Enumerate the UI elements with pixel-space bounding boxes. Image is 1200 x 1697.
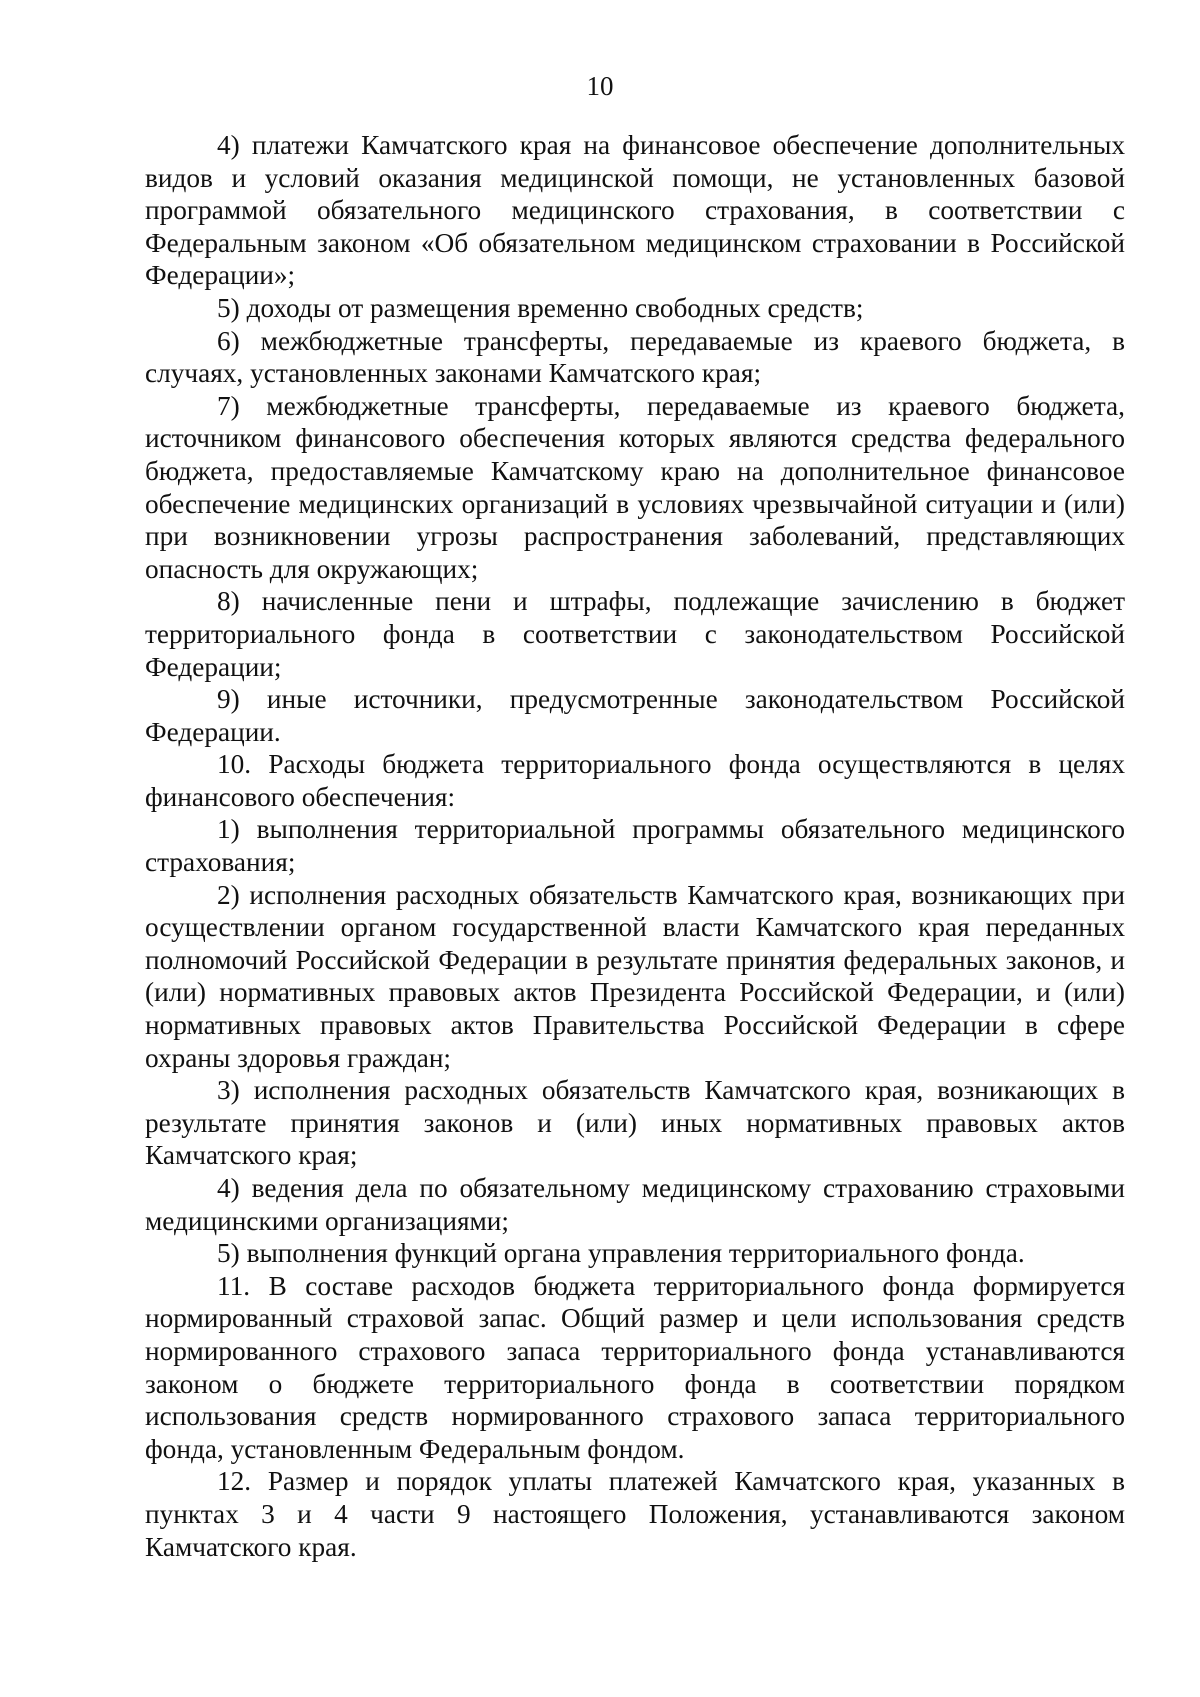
document-body xyxy=(145,129,1125,1563)
paragraph-item-4-payments: 4) платежи Камчатского края на финансовое обеспечение дополнительных видов и условий оказания медицинской помощи, не установленных базовой программой обязательного медицинского страхования, в соответствии с Федеральным законом «Об обязательном медицинском страховании в Российской Федерации»; xyxy=(145,130,1125,291)
paragraph-section-10-item-3: 3) исполнения расходных обязательств Камчатского края, возникающих в результате принятия законов и (или) иных нормативных правовых актов Камчатского края; xyxy=(145,1075,1125,1171)
paragraph-section-10-item-1: 1) выполнения территориальной программы обязательного медицинского страхования; xyxy=(145,814,1125,878)
paragraph-section-10-item-5: 5) выполнения функций органа управления территориального фонда. xyxy=(217,1238,1025,1269)
paragraph-section-10-item-4: 4) ведения дела по обязательному медицинскому страхованию страховыми медицинскими организациями; xyxy=(145,1173,1125,1236)
page-number: 10 xyxy=(586,71,614,101)
paragraph-item-8-penalties: 8) начисленные пени и штрафы, подлежащие зачислению в бюджет территориального фонда в соответствии с законодательством Российской Федерации; xyxy=(145,586,1125,682)
paragraph-section-10: 10. Расходы бюджета территориального фонда осуществляются в целях финансового обеспечения: xyxy=(145,749,1125,812)
paragraph-item-6-transfers: 6) межбюджетные трансферты, передаваемые из краевого бюджета, в случаях, установленных законами Камчатского края; xyxy=(145,325,1125,389)
paragraph-item-7-federal-transfers: 7) межбюджетные трансферты, передаваемые из краевого бюджета, источником финансового обеспечения которых являются средства федерального бюджета, предоставляемые Камчатскому краю на дополнительное финансовое обеспечение медицинских организаций в условиях чрезвычайной ситуации и (или) при возникновении угрозы распространения заболеваний, представляющих опасность для окружающих; xyxy=(145,390,1125,584)
paragraph-item-9-other-sources: 9) иные источники, предусмотренные законодательством Российской Федерации. xyxy=(145,684,1125,747)
paragraph-section-12: 12. Размер и порядок уплаты платежей Камчатского края, указанных в пунктах 3 и 4 части 9 настоящего Положения, устанавливаются законом Камчатского края. xyxy=(145,1466,1125,1562)
paragraph-section-10-item-2: 2) исполнения расходных обязательств Камчатского края, возникающих при осуществлении органом государственной власти Камчатского края переданных полномочий Российской Федерации в результате принятия федеральных законов, и (или) нормативных правовых актов Президента Российской Федерации, и (или) нормативных правовых актов Правительства Российской Федерации в сфере охраны здоровья граждан; xyxy=(145,879,1125,1073)
paragraph-item-5-income: 5) доходы от размещения временно свободных средств; xyxy=(217,292,864,323)
paragraph-section-11: 11. В составе расходов бюджета территориального фонда формируется нормированный страховой запас. Общий размер и цели использования средств нормированного страхового запаса территориального фонда устанавливаются законом о бюджете территориального фонда в соответствии порядком использования средств нормированного страхового запаса территориального фонда, установленным Федеральным фондом. xyxy=(145,1270,1125,1464)
